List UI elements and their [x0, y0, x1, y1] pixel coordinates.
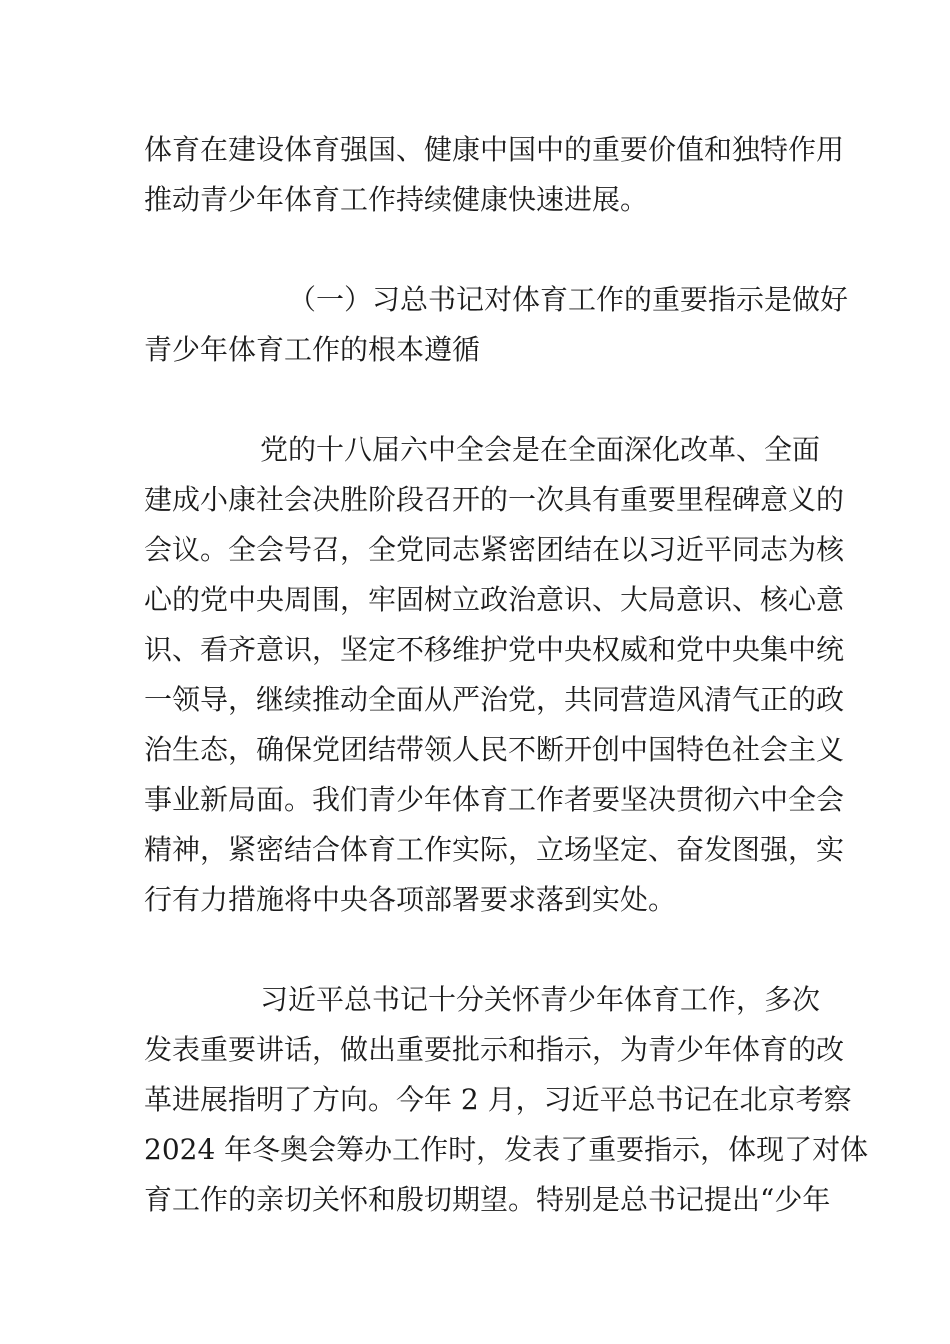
text-line: 推动青少年体育工作持续健康快速进展。: [144, 183, 649, 216]
text-line: 识、看齐意识，坚定不移维护党中央权威和党中央集中统: [144, 633, 845, 666]
text-line: 一领导，继续推动全面从严治党，共同营造风清气正的政: [144, 683, 845, 716]
text-line: 党的十八届六中全会是在全面深化改革、全面: [260, 433, 821, 466]
text-line: 心的党中央周围，牢固树立政治意识、大局意识、核心意: [144, 583, 845, 616]
text-line: 建成小康社会决胜阶段召开的一次具有重要里程碑意义的: [144, 483, 845, 516]
text-line: 精神，紧密结合体育工作实际，立场坚定、奋发图强，实: [144, 833, 845, 866]
section-heading-line: （一）习总书记对体育工作的重要指示是做好: [288, 283, 849, 316]
section-heading-line: 青少年体育工作的根本遵循: [144, 333, 481, 366]
text-line: 会议。全会号召，全党同志紧密团结在以习近平同志为核: [144, 533, 845, 566]
text-line: 事业新局面。我们青少年体育工作者要坚决贯彻六中全会: [144, 783, 845, 816]
text-line: 2024 年冬奥会筹办工作时，发表了重要指示，体现了对体: [144, 1133, 869, 1166]
text-line: 育工作的亲切关怀和殷切期望。特别是总书记提出“少年: [144, 1183, 831, 1216]
text-line: 革进展指明了方向。今年 2 月，习近平总书记在北京考察: [144, 1083, 852, 1116]
text-line: 行有力措施将中央各项部署要求落到实处。: [144, 883, 677, 916]
text-line: 发表重要讲话，做出重要批示和指示，为青少年体育的改: [144, 1033, 845, 1066]
text-line: 体育在建设体育强国、健康中国中的重要价值和独特作用: [144, 133, 845, 166]
text-line: 习近平总书记十分关怀青少年体育工作，多次: [260, 983, 821, 1016]
text-line: 治生态，确保党团结带领人民不断开创中国特色社会主义: [144, 733, 845, 766]
